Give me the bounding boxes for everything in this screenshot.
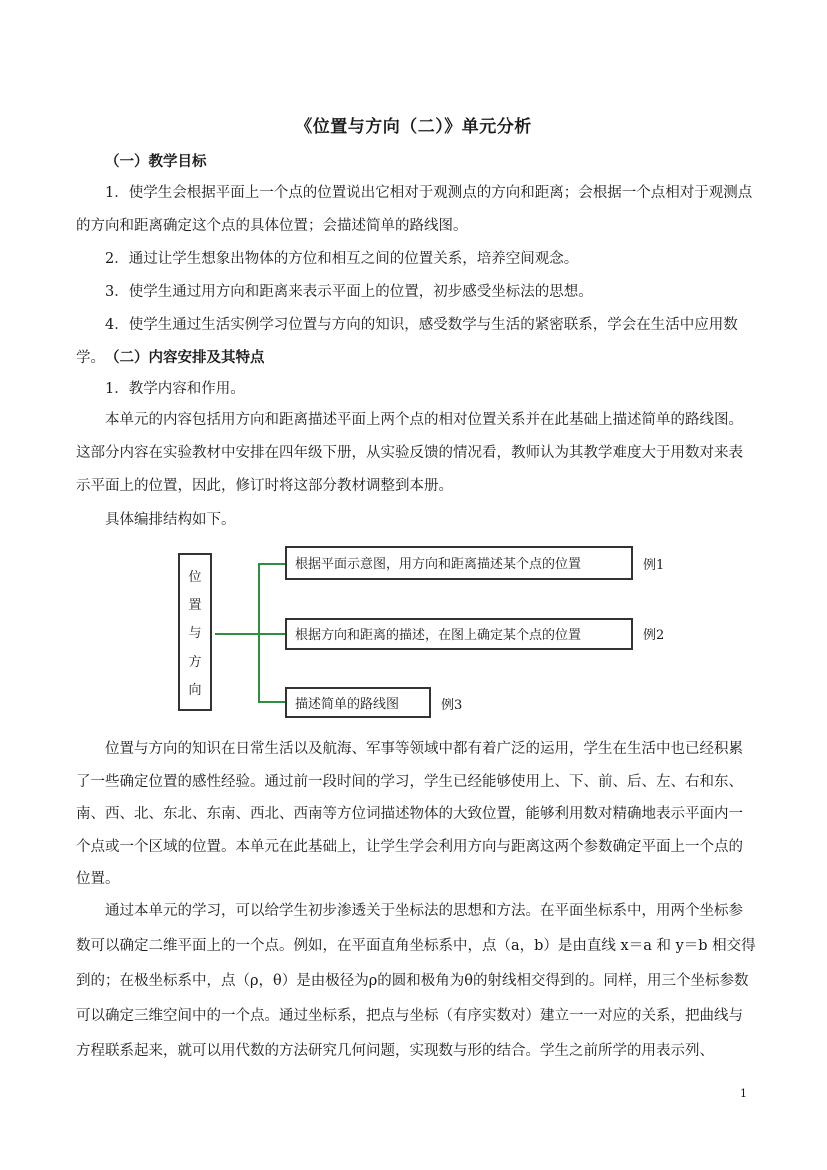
diagram-example-2: 例2 (643, 628, 665, 643)
diagram-example-1: 例1 (643, 558, 665, 573)
diagram-connector (215, 633, 285, 635)
document-title: 《位置与方向（二）》单元分析 (295, 117, 532, 137)
diagram-branch-box-2 (285, 618, 633, 650)
diagram-branch-text-3: 描述简单的路线图 (295, 697, 400, 712)
page-number: 1 (740, 1087, 747, 1100)
diagram-branch-box-3 (285, 687, 431, 718)
diagram-root-box (178, 553, 212, 711)
diagram-root-char: 置 (188, 598, 202, 614)
diagram-branch-text-2: 根据方向和距离的描述，在图上确定某个点的位置 (295, 628, 582, 643)
section2-para2: 具体编排结构如下。 (105, 512, 236, 528)
structure-diagram (175, 538, 695, 720)
diagram-connector (258, 701, 285, 703)
goal-item-1: 1．使学生会根据平面上一个点的位置说出它相对于观测点的方向和距离；会根据一个点相对于观测点的方向和距离确定这个点的具体位置；会描述简单的路线图。 (76, 185, 753, 234)
diagram-connector (258, 563, 260, 701)
section1-heading: （一）教学目标 (105, 153, 207, 170)
section2-heading: （二）内容安排及其特点 (105, 349, 265, 366)
diagram-root-char: 与 (188, 626, 202, 642)
section2-para3: 位置与方向的知识在日常生活以及航海、军事等领域中都有着广泛的运用，学生在生活中也已经积累了一些确定位置的感性经验。通过前一段时间的学习，学生已经能够使用上、下、前、后、左、右和东、南、西、北、东北、东南、西北、西南等方位词描述物体的大致位置，能够利用数对精确地表示平面内一个点或一个区域的位置。本单元在此基础上，让学生学会利用方向与距离这两个参数确定平面上一个点的位置。 (76, 741, 743, 887)
diagram-branch-box-1 (285, 546, 633, 580)
diagram-root-char: 向 (188, 683, 202, 699)
goal-item-4: 4．使学生通过生活实例学习位置与方向的知识，感受数学与生活的紧密联系，学会在生活中应用数学。 (76, 317, 738, 366)
diagram-connector (258, 563, 285, 565)
goal-item-2: 2．通过让学生想象出物体的方位和相互之间的位置关系，培养空间观念。 (105, 251, 579, 267)
goal-item-3: 3．使学生通过用方向和距离来表示平面上的位置，初步感受坐标法的思想。 (105, 284, 593, 300)
diagram-root-char: 位 (188, 569, 202, 585)
diagram-root-char: 方 (188, 654, 202, 670)
section2-para4: 通过本单元的学习，可以给学生初步渗透关于坐标法的思想和方法。在平面坐标系中，用两个坐标参数可以确定二维平面上的一个点。例如，在平面直角坐标系中，点（a，b）是由直线 x＝a 和 y＝b 相交得到的；在极坐标系中，点（ρ，θ）是由极径为ρ的圆和极角为θ的射线相交得到的。同样，用三个坐标参数可以确定三维空间中的一个点。通过坐标系，把点与坐标（有序实数对）建立一一对应的关系，把曲线与方程联系起来，就可以用代数的方法研究几何问题，实现数与形的结合。学生之前所学的用表示列、 (76, 903, 756, 1059)
diagram-branch-text-1: 根据平面示意图，用方向和距离描述某个点的位置 (295, 557, 582, 572)
diagram-example-3: 例3 (441, 698, 463, 713)
section2-sub1: 1．教学内容和作用。 (105, 381, 245, 397)
section2-para1: 本单元的内容包括用方向和距离描述平面上两个点的相对位置关系并在此基础上描述简单的路线图。这部分内容在实验教材中安排在四年级下册，从实验反馈的情况看，教师认为其教学难度大于用数对来表示平面上的位置，因此，修订时将这部分教材调整到本册。 (76, 412, 743, 494)
